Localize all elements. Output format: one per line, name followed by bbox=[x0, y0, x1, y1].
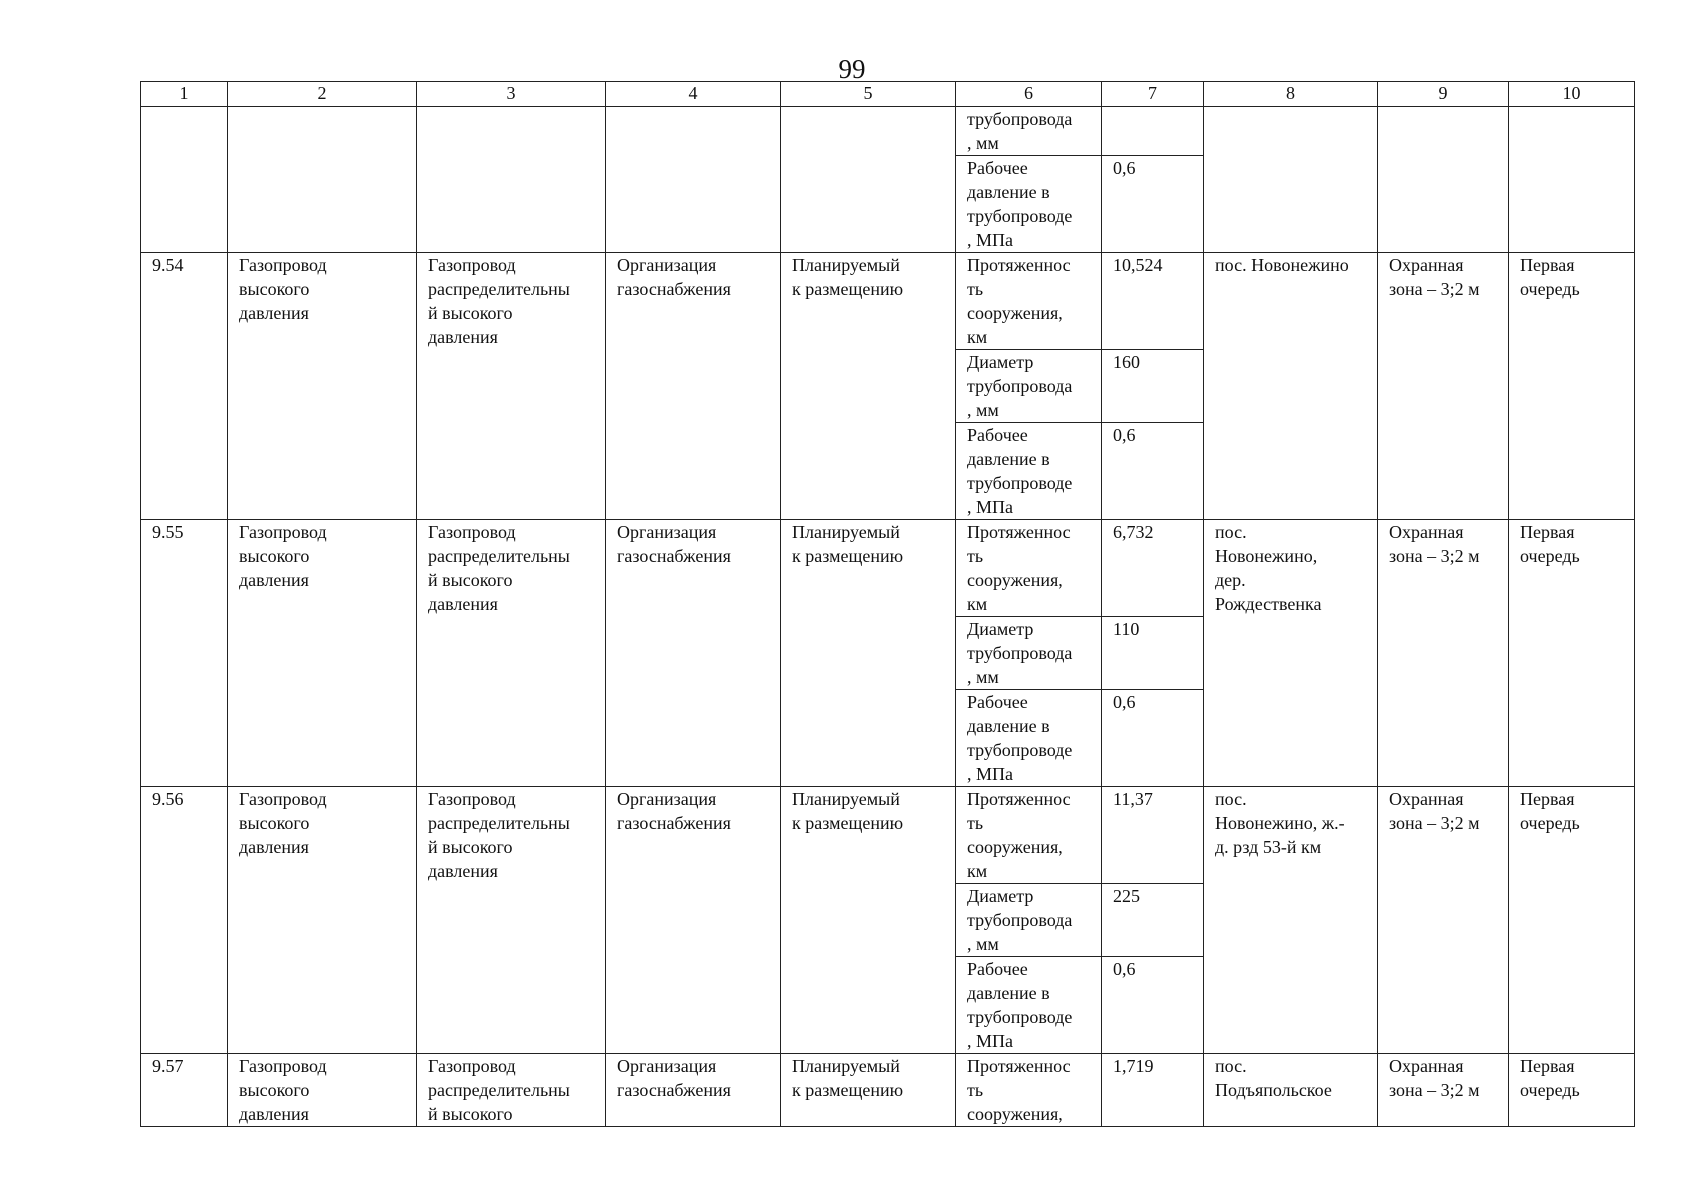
cell-param-value bbox=[1102, 617, 1204, 690]
cell-param-value-text: 110 bbox=[1113, 619, 1140, 639]
cell-param-value bbox=[1102, 957, 1204, 1054]
cell-status bbox=[781, 107, 956, 253]
cell-num bbox=[141, 1054, 228, 1127]
cell-param-value bbox=[1102, 884, 1204, 957]
cell-param-name bbox=[956, 520, 1102, 617]
table-body bbox=[141, 107, 1635, 1127]
cell-param-value bbox=[1102, 787, 1204, 884]
cell-param-name-text: Диаметр трубопровода , мм bbox=[967, 886, 1073, 954]
table-row bbox=[141, 253, 1635, 350]
cell-purpose-text: Организация газоснабжения bbox=[617, 789, 731, 833]
cell-location-text: пос. Новонежино, ж.- д. рзд 53-й км bbox=[1215, 789, 1345, 857]
cell-name-text: Газопровод высокого давления bbox=[239, 789, 327, 857]
cell-param-name-text: Протяженнос ть сооружения, км bbox=[967, 789, 1071, 881]
cell-zone-text: Охранная зона – 3;2 м bbox=[1389, 255, 1480, 299]
cell-num bbox=[141, 520, 228, 787]
cell-name bbox=[228, 107, 417, 253]
cell-name bbox=[228, 520, 417, 787]
cell-status-text: Планируемый к размещению bbox=[792, 522, 904, 566]
cell-purpose bbox=[606, 253, 781, 520]
cell-num bbox=[141, 253, 228, 520]
cell-param-name bbox=[956, 1054, 1102, 1127]
column-header: 8 bbox=[1204, 82, 1378, 107]
cell-location-text: пос. Новонежино bbox=[1215, 255, 1349, 275]
document-table bbox=[140, 81, 1635, 1127]
cell-param-name-text: Рабочее давление в трубопроводе , МПа bbox=[967, 692, 1073, 784]
cell-param-value bbox=[1102, 520, 1204, 617]
cell-location-text: пос. Подъяпольское bbox=[1215, 1056, 1332, 1100]
cell-type-text: Газопровод распределительны й высокого давления bbox=[428, 789, 570, 881]
cell-status bbox=[781, 253, 956, 520]
column-header: 1 bbox=[141, 82, 228, 107]
cell-param-name-text: Рабочее давление в трубопроводе , МПа bbox=[967, 425, 1073, 517]
cell-num-text: 9.55 bbox=[152, 522, 184, 542]
cell-param-value-text: 0,6 bbox=[1113, 425, 1136, 445]
cell-num-text: 9.54 bbox=[152, 255, 184, 275]
cell-type bbox=[417, 107, 606, 253]
cell-purpose bbox=[606, 1054, 781, 1127]
cell-num bbox=[141, 787, 228, 1054]
cell-param-name-text: Диаметр трубопровода , мм bbox=[967, 352, 1073, 420]
cell-purpose bbox=[606, 787, 781, 1054]
cell-zone bbox=[1378, 520, 1509, 787]
cell-zone-text: Охранная зона – 3;2 м bbox=[1389, 522, 1480, 566]
cell-param-name bbox=[956, 957, 1102, 1054]
cell-stage bbox=[1509, 253, 1635, 520]
cell-param-value: 0,6 bbox=[1102, 156, 1204, 253]
cell-param-value-text: 11,37 bbox=[1113, 789, 1153, 809]
cell-purpose-text: Организация газоснабжения bbox=[617, 522, 731, 566]
cell-location bbox=[1204, 1054, 1378, 1127]
table-row bbox=[141, 107, 1635, 156]
cell-stage-text: Первая очередь bbox=[1520, 255, 1580, 299]
table-row bbox=[141, 520, 1635, 617]
table-row bbox=[141, 1054, 1635, 1127]
cell-purpose-text: Организация газоснабжения bbox=[617, 1056, 731, 1100]
cell-num-text: 9.57 bbox=[152, 1056, 184, 1076]
cell-location bbox=[1204, 253, 1378, 520]
cell-param-value bbox=[1102, 253, 1204, 350]
cell-stage-text: Первая очередь bbox=[1520, 522, 1580, 566]
cell-param-value-text: 225 bbox=[1113, 886, 1140, 906]
cell-name-text: Газопровод высокого давления bbox=[239, 522, 327, 590]
cell-param-name-text: Рабочее давление в трубопроводе , МПа bbox=[967, 959, 1073, 1051]
cell-status bbox=[781, 787, 956, 1054]
cell-num bbox=[141, 107, 228, 253]
cell-purpose-text: Организация газоснабжения bbox=[617, 255, 731, 299]
cell-stage-text: Первая очередь bbox=[1520, 789, 1580, 833]
column-header: 7 bbox=[1102, 82, 1204, 107]
cell-param-value bbox=[1102, 1054, 1204, 1127]
cell-location bbox=[1204, 520, 1378, 787]
cell-param-value-text: 0,6 bbox=[1113, 959, 1136, 979]
cell-name-text: Газопровод высокого давления bbox=[239, 1056, 327, 1124]
column-header: 5 bbox=[781, 82, 956, 107]
cell-status-text: Планируемый к размещению bbox=[792, 1056, 904, 1100]
cell-param-name: трубопровода , мм bbox=[956, 107, 1102, 156]
cell-zone bbox=[1378, 107, 1509, 253]
cell-param-value bbox=[1102, 350, 1204, 423]
cell-location-text: пос. Новонежино, дер. Рождественка bbox=[1215, 522, 1322, 614]
cell-zone-text: Охранная зона – 3;2 м bbox=[1389, 1056, 1480, 1100]
cell-status-text: Планируемый к размещению bbox=[792, 255, 904, 299]
cell-name bbox=[228, 787, 417, 1054]
cell-type-text: Газопровод распределительны й высокого давления bbox=[428, 522, 570, 614]
cell-purpose bbox=[606, 107, 781, 253]
cell-param-name bbox=[956, 253, 1102, 350]
cell-param-value-text: 0,6 bbox=[1113, 692, 1136, 712]
header-row bbox=[141, 82, 1635, 107]
cell-param-name: Рабочее давление в трубопроводе , МПа bbox=[956, 156, 1102, 253]
cell-param-name-text: Протяженнос ть сооружения, км bbox=[967, 255, 1071, 347]
cell-param-name bbox=[956, 350, 1102, 423]
cell-location bbox=[1204, 107, 1378, 253]
cell-zone bbox=[1378, 253, 1509, 520]
cell-name bbox=[228, 253, 417, 520]
cell-zone bbox=[1378, 787, 1509, 1054]
column-header: 3 bbox=[417, 82, 606, 107]
cell-type bbox=[417, 520, 606, 787]
cell-stage bbox=[1509, 107, 1635, 253]
cell-param-value-text: 10,524 bbox=[1113, 255, 1163, 275]
cell-param-value bbox=[1102, 107, 1204, 156]
cell-param-value-text: 1,719 bbox=[1113, 1056, 1154, 1076]
cell-param-name bbox=[956, 690, 1102, 787]
page-number: 99 bbox=[838, 54, 866, 84]
cell-type-text: Газопровод распределительны й высокого давления bbox=[428, 255, 570, 347]
cell-param-name-text: Протяженнос ть сооружения, км bbox=[967, 522, 1071, 614]
cell-param-value-text: 160 bbox=[1113, 352, 1140, 372]
cell-param-name-text: Протяженнос ть сооружения, bbox=[967, 1056, 1071, 1124]
column-header: 10 bbox=[1509, 82, 1635, 107]
cell-status-text: Планируемый к размещению bbox=[792, 789, 904, 833]
cell-status bbox=[781, 1054, 956, 1127]
cell-num-text: 9.56 bbox=[152, 789, 184, 809]
cell-type-text: Газопровод распределительны й высокого bbox=[428, 1056, 570, 1124]
cell-name bbox=[228, 1054, 417, 1127]
cell-param-name-text: Диаметр трубопровода , мм bbox=[967, 619, 1073, 687]
cell-type bbox=[417, 253, 606, 520]
cell-stage bbox=[1509, 1054, 1635, 1127]
cell-stage bbox=[1509, 520, 1635, 787]
cell-stage-text: Первая очередь bbox=[1520, 1056, 1580, 1100]
cell-param-name bbox=[956, 884, 1102, 957]
table-row bbox=[141, 787, 1635, 884]
cell-type bbox=[417, 1054, 606, 1127]
cell-zone-text: Охранная зона – 3;2 м bbox=[1389, 789, 1480, 833]
column-header: 4 bbox=[606, 82, 781, 107]
cell-param-name bbox=[956, 423, 1102, 520]
column-header: 2 bbox=[228, 82, 417, 107]
cell-param-value bbox=[1102, 690, 1204, 787]
cell-type bbox=[417, 787, 606, 1054]
cell-param-name bbox=[956, 617, 1102, 690]
cell-name-text: Газопровод высокого давления bbox=[239, 255, 327, 323]
column-header: 6 bbox=[956, 82, 1102, 107]
cell-status bbox=[781, 520, 956, 787]
cell-param-value-text: 6,732 bbox=[1113, 522, 1154, 542]
cell-location bbox=[1204, 787, 1378, 1054]
cell-param-name bbox=[956, 787, 1102, 884]
cell-zone bbox=[1378, 1054, 1509, 1127]
cell-stage bbox=[1509, 787, 1635, 1054]
column-header: 9 bbox=[1378, 82, 1509, 107]
cell-purpose bbox=[606, 520, 781, 787]
cell-param-value bbox=[1102, 423, 1204, 520]
